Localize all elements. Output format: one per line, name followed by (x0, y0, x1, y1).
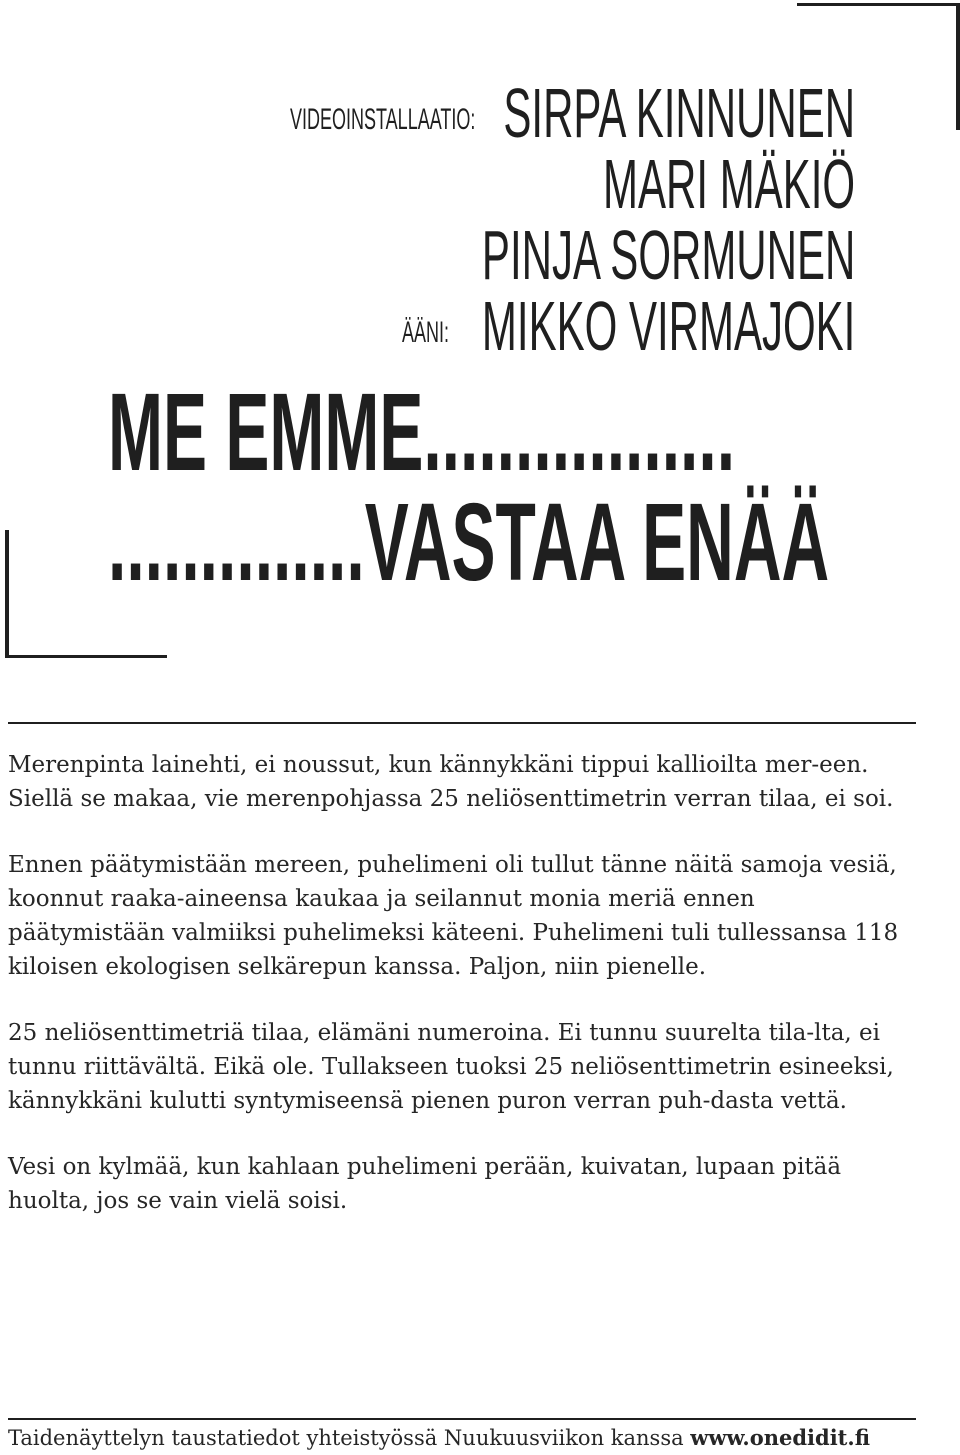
artist-name: SIRPA KINNUNEN (503, 74, 855, 152)
footer (8, 1425, 913, 1450)
artist-name: PINJA SORMUNEN (481, 216, 855, 294)
title-divider (8, 722, 916, 724)
left-bracket-horizontal (5, 655, 167, 658)
body-paragraph: 25 neliösenttimetriä tilaa, elämäni numeroina. Ei tunnu suurelta tila-lta, ei tunnu riittävältä. Eikä ole. Tullakseen tuoksi 25 neliösenttimetrin esineeksi, kännykkäni kulutti syntymiseensä pienen puron verran puh-dasta vettä. (8, 1020, 894, 1114)
top-right-bracket-vertical (956, 3, 960, 130)
body-paragraph: Merenpinta lainehti, ei noussut, kun kännykkäni tippui kallioilta mer-een. Siellä se makaa, vie merenpohjassa 25 neliösenttimetrin verran tilaa, ei soi. (8, 752, 894, 812)
body-paragraph: Ennen päätymistään mereen, puhelimeni oli tullut tänne näitä samoja vesiä, koonnut raaka-aineensa kaukaa ja seilannut monia meriä ennen päätymistään valmiiksi puhelimeksi käteeni. Puhelimeni tuli tullessansa 118 kiloisen ekologisen selkärepun kanssa. Paljon, niin pienelle. (8, 852, 899, 980)
sound-label-text: ÄÄNI: (402, 316, 450, 349)
body-paragraph: Vesi on kylmää, kun kahlaan puhelimeni perään, kuivatan, lupaan pitää huolta, jos se vain vielä soisi. (8, 1154, 842, 1214)
body-text (8, 748, 913, 1250)
sound-artist-name: MIKKO VIRMAJOKI (481, 287, 855, 365)
left-bracket-vertical (5, 530, 9, 658)
top-right-bracket-horizontal (797, 3, 960, 6)
installation-label-text: VIDEOINSTALLAATIO: (290, 103, 476, 136)
footer-link[interactable]: www.onedidit.fi (690, 1425, 870, 1450)
footer-divider (8, 1418, 916, 1420)
title-line-1: ME EMME................. (108, 371, 736, 494)
artist-name: MARI MÄKIÖ (602, 145, 855, 223)
installation-label-wrap (290, 105, 475, 135)
title-line-2: ..............VASTAA ENÄÄ (108, 481, 830, 604)
sound-label-wrap (402, 318, 449, 348)
footer-text: Taidenäyttelyn taustatiedot yhteistyössä Nuukuusviikon kanssa (8, 1426, 691, 1450)
